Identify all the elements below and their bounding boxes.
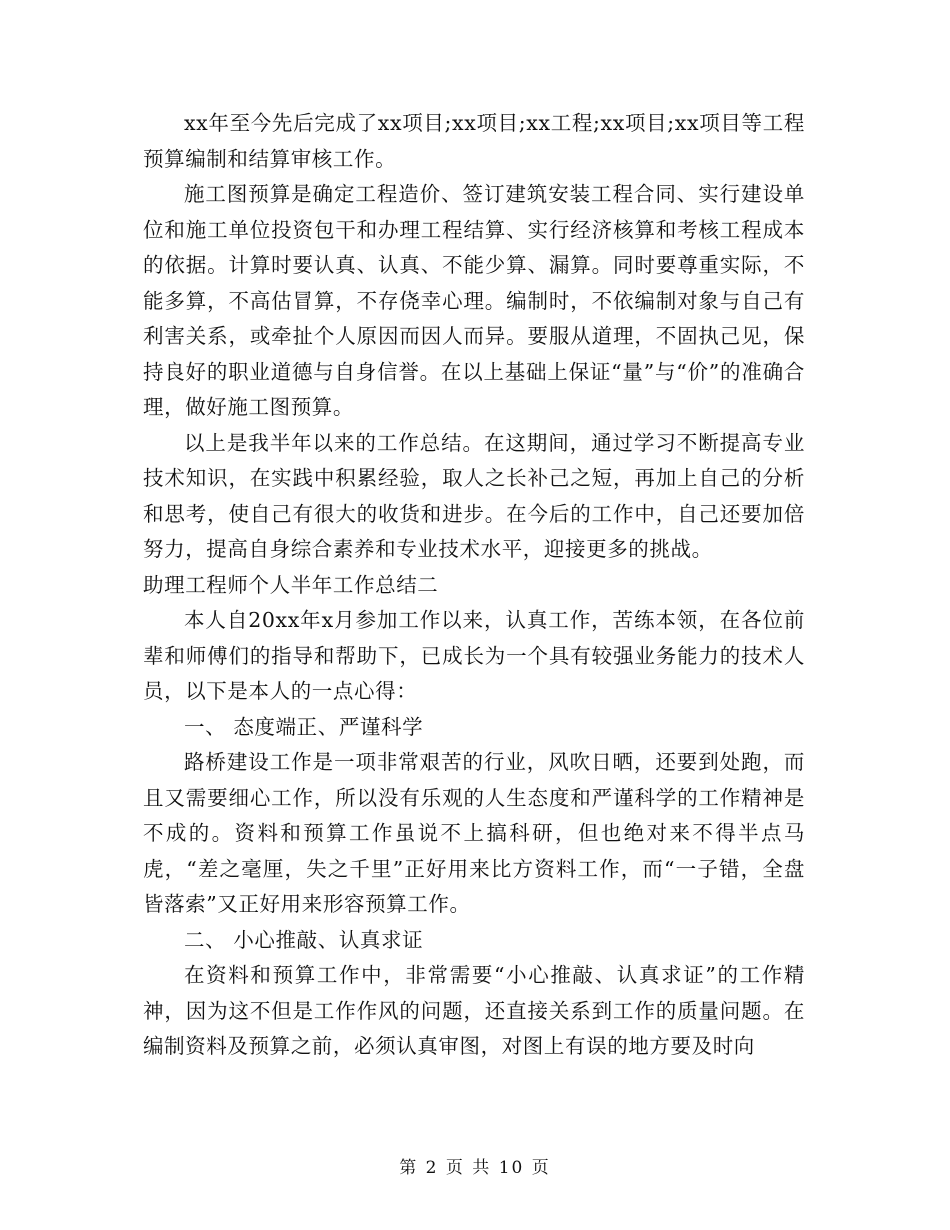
- paragraph-project-list: xx年至今先后完成了xx项目;xx项目;xx工程;xx项目;xx项目等工程预算编制和结算审核工作。: [143, 111, 805, 171]
- section-title: 助理工程师个人半年工作总结二: [143, 572, 439, 597]
- paragraph-attitude: 路桥建设工作是一项非常艰苦的行业，风吹日晒，还要到处跑，而且又需要细心工作，所以没有乐观的人生态度和严谨科学的工作精神是不成的。资料和预算工作虽说不上搞科研，但也绝对来不得半点马虎，“差之毫厘，失之千里”正好用来比方资料工作，而“一子错，全盘皆落索”又正好用来形容预算工作。: [143, 750, 805, 916]
- page-number: 第 2 页 共 10 页: [399, 1158, 551, 1178]
- paragraph-half-year-summary: 以上是我半年以来的工作总结。在这期间，通过学习不断提高专业技术知识，在实践中积累经验，取人之长补己之短，再加上自己的分析和思考，使自己有很大的收货和进步。在今后的工作中，自己还要加倍努力，提高自身综合素养和专业技术水平，迎接更多的挑战。: [143, 430, 805, 561]
- subheading-attitude: 一、 态度端正、严谨科学: [184, 714, 424, 739]
- paragraph-construction-budget: 施工图预算是确定工程造价、签订建筑安装工程合同、实行建设单位和施工单位投资包干和办理工程结算、实行经济核算和考核工程成本的依据。计算时要认真、认真、不能少算、漏算。同时要尊重实际，不能多算，不高估冒算，不存侥幸心理。编制时，不依编制对象与自己有利害关系，或牵扯个人原因而因人而异。要服从道理，不固执己见，保持良好的职业道德与自身信誉。在以上基础上保证“量”与“价”的准确合理，做好施工图预算。: [143, 182, 805, 419]
- paragraph-intro: 本人自20xx年x月参加工作以来，认真工作，苦练本领，在各位前辈和师傅们的指导和帮助下，已成长为一个具有较强业务能力的技术人员，以下是本人的一点心得：: [143, 608, 805, 703]
- paragraph-verification: 在资料和预算工作中，非常需要“小心推敲、认真求证”的工作精神，因为这不但是工作作风的问题，还直接关系到工作的质量问题。在编制资料及预算之前，必须认真审图，对图上有误的地方要及时向: [143, 963, 805, 1058]
- document-body: [143, 106, 805, 1065]
- subheading-verification: 二、 小心推敲、认真求证: [184, 927, 424, 952]
